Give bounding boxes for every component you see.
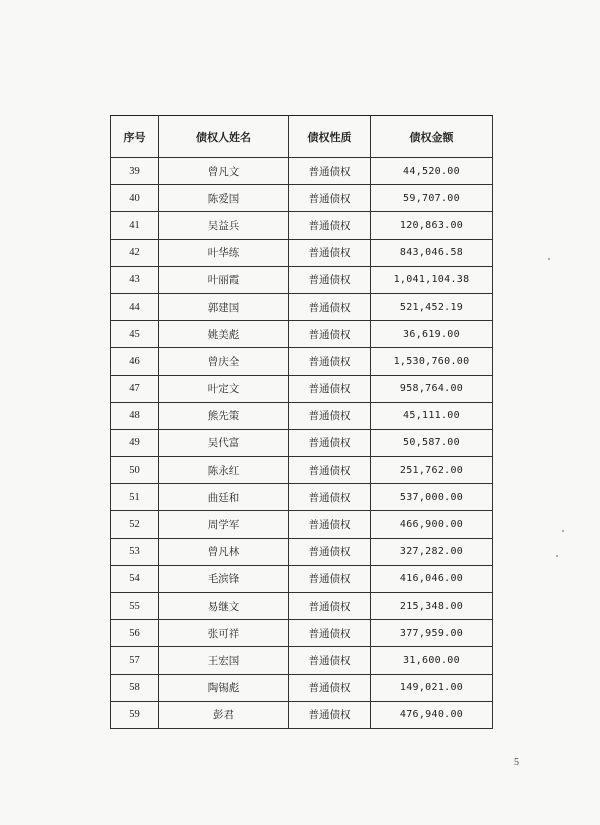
claim-amount-cell: 327,282.00 xyxy=(371,538,493,565)
serial-number-cell: 43 xyxy=(111,266,159,293)
table-row xyxy=(111,620,493,647)
creditor-name-cell: 陈永红 xyxy=(159,457,289,484)
creditor-name-cell: 王宏国 xyxy=(159,647,289,674)
claim-type-cell: 普通债权 xyxy=(289,348,371,375)
table-row xyxy=(111,321,493,348)
creditor-name-cell: 毛滨锋 xyxy=(159,565,289,592)
header-creditor-name: 债权人姓名 xyxy=(159,116,289,158)
claim-amount-cell: 44,520.00 xyxy=(371,158,493,185)
table-row xyxy=(111,266,493,293)
table-row xyxy=(111,348,493,375)
header-claim-type: 债权性质 xyxy=(289,116,371,158)
table-row xyxy=(111,511,493,538)
creditor-name-cell: 彭君 xyxy=(159,701,289,728)
claim-amount-cell: 31,600.00 xyxy=(371,647,493,674)
table-row xyxy=(111,158,493,185)
claim-amount-cell: 50,587.00 xyxy=(371,429,493,456)
claim-amount-cell: 59,707.00 xyxy=(371,185,493,212)
header-claim-amount: 债权金额 xyxy=(371,116,493,158)
claim-amount-cell: 36,619.00 xyxy=(371,321,493,348)
creditor-name-cell: 郭建国 xyxy=(159,293,289,320)
page-number: 5 xyxy=(514,757,519,768)
claim-type-cell: 普通债权 xyxy=(289,266,371,293)
table-row xyxy=(111,375,493,402)
claim-amount-cell: 251,762.00 xyxy=(371,457,493,484)
claim-amount-cell: 120,863.00 xyxy=(371,212,493,239)
claim-amount-cell: 1,041,104.38 xyxy=(371,266,493,293)
claim-type-cell: 普通债权 xyxy=(289,212,371,239)
serial-number-cell: 55 xyxy=(111,593,159,620)
creditor-name-cell: 吴益兵 xyxy=(159,212,289,239)
claim-amount-cell: 476,940.00 xyxy=(371,701,493,728)
serial-number-cell: 44 xyxy=(111,293,159,320)
claim-amount-cell: 149,021.00 xyxy=(371,674,493,701)
creditor-claims-table xyxy=(110,115,493,729)
creditor-name-cell: 曾凡文 xyxy=(159,158,289,185)
creditor-name-cell: 叶定文 xyxy=(159,375,289,402)
serial-number-cell: 53 xyxy=(111,538,159,565)
claim-type-cell: 普通债权 xyxy=(289,620,371,647)
table-row xyxy=(111,293,493,320)
claim-type-cell: 普通债权 xyxy=(289,158,371,185)
claim-type-cell: 普通债权 xyxy=(289,647,371,674)
claim-amount-cell: 466,900.00 xyxy=(371,511,493,538)
creditor-name-cell: 陈爱国 xyxy=(159,185,289,212)
scan-speck xyxy=(556,555,558,557)
claim-amount-cell: 1,530,760.00 xyxy=(371,348,493,375)
claim-amount-cell: 45,111.00 xyxy=(371,402,493,429)
claim-type-cell: 普通债权 xyxy=(289,185,371,212)
claim-type-cell: 普通债权 xyxy=(289,321,371,348)
creditor-name-cell: 熊先策 xyxy=(159,402,289,429)
header-row xyxy=(111,116,493,158)
claim-amount-cell: 215,348.00 xyxy=(371,593,493,620)
table-row xyxy=(111,239,493,266)
table-row xyxy=(111,674,493,701)
creditor-name-cell: 曲廷和 xyxy=(159,484,289,511)
claim-type-cell: 普通债权 xyxy=(289,239,371,266)
table-row xyxy=(111,185,493,212)
claim-amount-cell: 416,046.00 xyxy=(371,565,493,592)
serial-number-cell: 41 xyxy=(111,212,159,239)
claim-amount-cell: 521,452.19 xyxy=(371,293,493,320)
serial-number-cell: 59 xyxy=(111,701,159,728)
creditor-name-cell: 吴代富 xyxy=(159,429,289,456)
serial-number-cell: 50 xyxy=(111,457,159,484)
creditor-name-cell: 张可祥 xyxy=(159,620,289,647)
serial-number-cell: 52 xyxy=(111,511,159,538)
serial-number-cell: 45 xyxy=(111,321,159,348)
claim-type-cell: 普通债权 xyxy=(289,511,371,538)
creditor-name-cell: 周学军 xyxy=(159,511,289,538)
table-row xyxy=(111,212,493,239)
serial-number-cell: 46 xyxy=(111,348,159,375)
claim-type-cell: 普通债权 xyxy=(289,484,371,511)
serial-number-cell: 49 xyxy=(111,429,159,456)
serial-number-cell: 39 xyxy=(111,158,159,185)
claim-type-cell: 普通债权 xyxy=(289,701,371,728)
serial-number-cell: 57 xyxy=(111,647,159,674)
table-row xyxy=(111,429,493,456)
creditor-name-cell: 陶锡彪 xyxy=(159,674,289,701)
table-row xyxy=(111,457,493,484)
claim-type-cell: 普通债权 xyxy=(289,457,371,484)
claim-amount-cell: 537,000.00 xyxy=(371,484,493,511)
serial-number-cell: 56 xyxy=(111,620,159,647)
claim-type-cell: 普通债权 xyxy=(289,293,371,320)
claim-amount-cell: 958,764.00 xyxy=(371,375,493,402)
claim-amount-cell: 377,959.00 xyxy=(371,620,493,647)
scan-speck xyxy=(548,258,550,260)
claim-type-cell: 普通债权 xyxy=(289,375,371,402)
scan-speck xyxy=(562,530,564,532)
table-row xyxy=(111,701,493,728)
creditor-name-cell: 姚美彪 xyxy=(159,321,289,348)
serial-number-cell: 58 xyxy=(111,674,159,701)
table-row xyxy=(111,402,493,429)
claim-type-cell: 普通债权 xyxy=(289,538,371,565)
claim-amount-cell: 843,046.58 xyxy=(371,239,493,266)
claim-type-cell: 普通债权 xyxy=(289,429,371,456)
serial-number-cell: 54 xyxy=(111,565,159,592)
header-serial-number: 序号 xyxy=(111,116,159,158)
creditor-name-cell: 叶华练 xyxy=(159,239,289,266)
table-row xyxy=(111,565,493,592)
table-header xyxy=(111,116,493,158)
serial-number-cell: 51 xyxy=(111,484,159,511)
creditor-name-cell: 叶丽霞 xyxy=(159,266,289,293)
claim-type-cell: 普通债权 xyxy=(289,593,371,620)
serial-number-cell: 48 xyxy=(111,402,159,429)
table-row xyxy=(111,647,493,674)
table-row xyxy=(111,484,493,511)
creditor-name-cell: 曾庆全 xyxy=(159,348,289,375)
claim-type-cell: 普通债权 xyxy=(289,674,371,701)
serial-number-cell: 47 xyxy=(111,375,159,402)
claim-type-cell: 普通债权 xyxy=(289,402,371,429)
claim-type-cell: 普通债权 xyxy=(289,565,371,592)
creditor-name-cell: 易继文 xyxy=(159,593,289,620)
serial-number-cell: 42 xyxy=(111,239,159,266)
table-row xyxy=(111,593,493,620)
table-body xyxy=(111,158,493,729)
creditor-name-cell: 曾凡林 xyxy=(159,538,289,565)
table-row xyxy=(111,538,493,565)
serial-number-cell: 40 xyxy=(111,185,159,212)
